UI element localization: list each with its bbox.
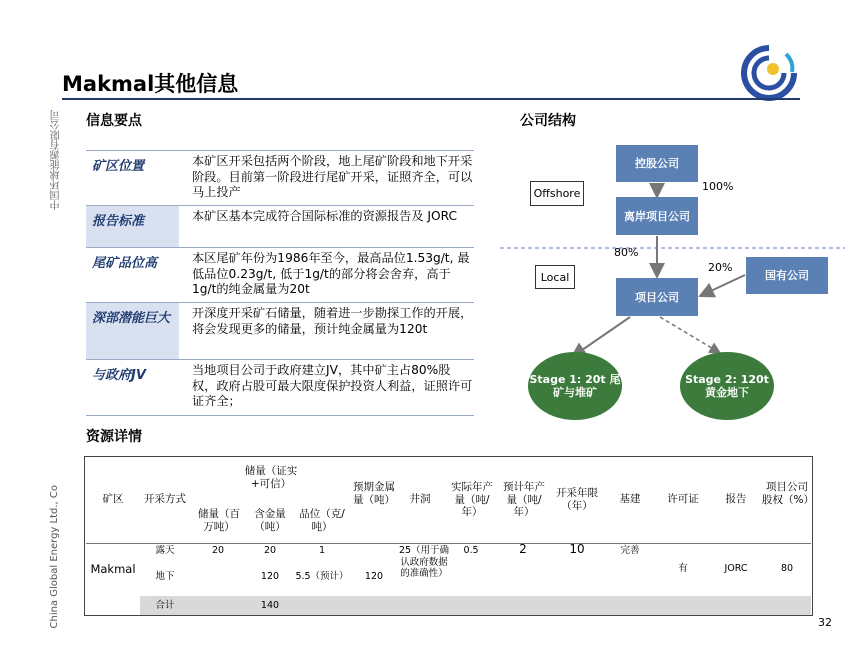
cell-r1-method: 露天 xyxy=(155,545,175,556)
info-row xyxy=(86,248,474,303)
col-header-life: 开采年限（年） xyxy=(556,487,598,512)
col-header-reserve: 储量（证实+可信） xyxy=(244,465,298,490)
cell-permit: 有 xyxy=(678,563,688,574)
info-row-label: 矿区位置 xyxy=(92,159,145,174)
pct-80-label: 80% xyxy=(614,246,639,259)
cell-r1-actual: 0.5 xyxy=(463,545,479,556)
cell-r1-metal: 20 xyxy=(263,545,277,556)
col-header-mine: 矿区 xyxy=(102,493,124,505)
col-header-metal: 含金量（吨） xyxy=(254,508,286,533)
side-company-en: China Global Energy Ltd., Co xyxy=(49,485,60,629)
cell-r1-infra: 完善 xyxy=(620,545,640,556)
pct-100-label: 100% xyxy=(702,180,734,193)
cell-total-label: 合计 xyxy=(155,600,175,611)
project-company-box: 项目公司 xyxy=(616,278,698,316)
section-resource-heading: 资源详情 xyxy=(86,429,142,445)
cell-r1-plan: 2 xyxy=(519,542,527,556)
title-rule xyxy=(62,98,800,100)
info-row-text: 当地项目公司于政府建立JV，其中矿主占80%股权，政府占股可最大限度保护投资人利益，证照许可证齐全； xyxy=(192,363,473,408)
info-row xyxy=(86,206,474,248)
cell-r2-metal: 120 xyxy=(260,571,280,582)
stage1-ellipse: Stage 1: 20t 尾矿与堆矿 xyxy=(528,352,622,420)
col-header-grade: 品位（克/吨） xyxy=(299,508,345,533)
company-logo-icon xyxy=(740,44,798,102)
info-row xyxy=(86,360,474,416)
col-header-plan: 预计年产量（吨/年） xyxy=(503,481,545,518)
section-structure-heading: 公司结构 xyxy=(520,113,576,129)
col-header-infra: 基建 xyxy=(619,493,641,505)
holding-company-box: 控股公司 xyxy=(616,145,698,182)
info-row-label: 深部潜能巨大 xyxy=(86,303,179,359)
col-header-report: 报告 xyxy=(725,493,747,505)
cell-report: JORC xyxy=(724,563,748,574)
info-row xyxy=(86,303,474,360)
col-header-equity: 项目公司股权（%） xyxy=(762,481,814,506)
cell-r1-grade: 1 xyxy=(318,545,326,556)
table-header-rule xyxy=(86,543,811,544)
stage2-ellipse: Stage 2: 120t 黄金地下 xyxy=(680,352,774,420)
cell-r2-method: 地下 xyxy=(155,571,175,582)
info-row-text: 本区尾矿年份为1986年至今，最高品位1.53g/t, 最低品位0.23g/t, 低于1g/t的部分将会舍弃，高于1g/t的纯金属量为20t xyxy=(192,251,470,296)
col-header-actual: 实际年产量（吨/年） xyxy=(451,481,493,518)
section-info-heading: 信息要点 xyxy=(86,113,142,129)
cell-r1-shaft: 25（用于确认政府数据的准确性） xyxy=(398,545,450,579)
cell-equity: 80 xyxy=(780,563,794,574)
col-header-shaft: 井洞 xyxy=(409,493,431,505)
pct-20-label: 20% xyxy=(708,261,733,274)
cell-mine: Makmal xyxy=(90,562,136,576)
info-row-text: 开深度开采矿石储量，随着进一步勘探工作的开展，将会发现更多的储量，预计纯金属量为120t xyxy=(192,306,473,336)
col-header-method: 开采方式 xyxy=(144,493,186,505)
info-row-text: 本矿区开采包括两个阶段，地上尾矿阶段和地下开采阶段。目前第一阶段进行尾矿开采，证照齐全，可以马上投产 xyxy=(192,154,473,199)
col-header-expected: 预期金属量（吨） xyxy=(353,481,395,506)
cell-r2-expected: 120 xyxy=(364,571,384,582)
cell-r1-ore: 20 xyxy=(211,545,225,556)
offshore-tag: Offshore xyxy=(530,181,584,206)
cell-r2-grade: 5.5（预计） xyxy=(295,571,349,582)
info-row-label: 报告标准 xyxy=(86,206,179,247)
resource-table xyxy=(84,456,813,616)
local-tag: Local xyxy=(535,265,575,289)
offshore-project-company-box: 离岸项目公司 xyxy=(616,197,698,235)
state-company-box: 国有公司 xyxy=(746,257,828,294)
info-row-label: 尾矿品位高 xyxy=(92,256,158,271)
info-row-text: 本矿区基本完成符合国际标准的资源报告及 JORC xyxy=(192,209,457,223)
info-row-label: 与政府JV xyxy=(92,368,146,383)
col-header-ore: 储量（百万吨） xyxy=(198,508,240,533)
info-row xyxy=(86,151,474,206)
page-title: Makmal其他信息 xyxy=(62,72,239,96)
cell-r1-life: 10 xyxy=(569,542,585,556)
col-header-permit: 许可证 xyxy=(667,493,699,505)
page-number: 32 xyxy=(818,616,832,629)
side-company-cn: 中国环球能源有限公司 xyxy=(51,110,62,210)
table-total-row-bg xyxy=(140,596,811,615)
cell-total-metal: 140 xyxy=(260,600,280,611)
